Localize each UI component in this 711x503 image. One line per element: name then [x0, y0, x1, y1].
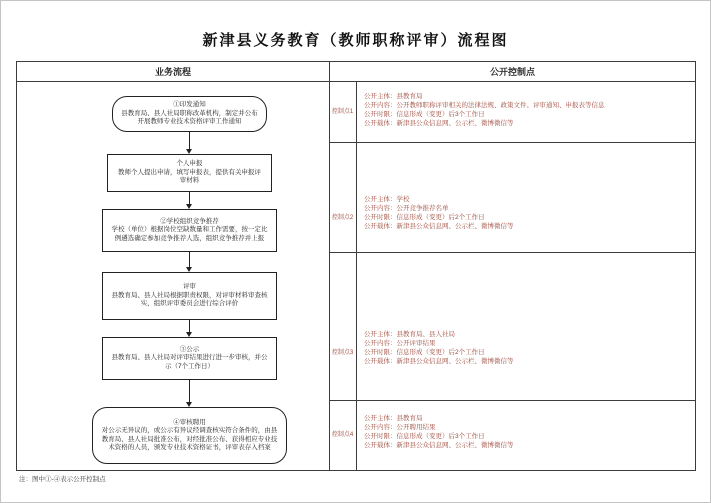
cp3-carrier: 公开载体：新津县公众信息网、公示栏、微博微信等	[364, 358, 514, 365]
cp1-time-limit: 公开时限：信息形成（变更）后3个工作日	[364, 111, 485, 118]
cp4-time-limit: 公开时限：信息形成（变更）后3个工作日	[364, 433, 485, 440]
flow-connector-line	[189, 192, 190, 204]
control-point-content-4	[364, 414, 696, 450]
flow-step-body: 县教育局、县人社局职称改革机构，制定并公布开展教师专业技术资格评审工作通知	[121, 109, 258, 126]
control-point-label-3: 控制点3	[331, 350, 354, 356]
cp2-carrier: 公开载体：新津县公众信息网、公示栏、微博微信等	[364, 223, 514, 230]
flowchart-table	[16, 61, 696, 471]
flow-step-body: 教师个人提出申请，填写申报表，提供有关申报评审材料	[118, 168, 261, 185]
column-divider	[329, 62, 330, 470]
cp3-subject: 公开主体：县教育局、县人社局	[364, 331, 455, 338]
label-column-divider	[356, 82, 357, 470]
flow-step-public-notice	[102, 337, 277, 380]
cp2-time-limit: 公开时限：信息形成（变更）后2个工作日	[364, 214, 485, 221]
flow-step-school-competitive-recommendation	[102, 209, 277, 252]
cp2-content: 公开内容：公开竞争推荐名单	[364, 205, 449, 212]
control-point-content-2	[364, 195, 696, 231]
flow-connector-line	[189, 132, 190, 149]
page-title: 新津县义务教育（教师职称评审）流程图	[202, 32, 509, 49]
flow-step-title: ①印发通知	[173, 101, 206, 109]
flow-connector-line	[189, 320, 190, 332]
flow-step-title: ②学校组织竞争推荐	[160, 217, 219, 225]
cp4-content: 公开内容：公开聘用结果	[364, 424, 436, 431]
flow-step-title: ④审核聘用	[173, 418, 206, 426]
row-divider-2	[329, 252, 696, 253]
flow-step-individual-application	[107, 154, 272, 192]
cp3-content: 公开内容：公开评审结果	[364, 340, 436, 347]
control-point-label-4: 控制点4	[331, 432, 354, 438]
flow-step-approval-and-employment	[92, 407, 287, 464]
flow-step-title: ③公示	[179, 345, 200, 353]
cp4-subject: 公开主体：县教育局	[364, 415, 423, 422]
cp1-carrier: 公开载体：新津县公众信息网、公示栏、微博微信等	[364, 120, 514, 127]
cp3-time-limit: 公开时限：信息形成（变更）后2个工作日	[364, 349, 485, 356]
control-point-content-3	[364, 330, 696, 366]
flow-step-body: 学校（单位）根据岗位空缺数量和工作需要，按一定比例遴选确定参加竞争推荐人选，组织竞争推荐并上报	[111, 226, 268, 242]
flow-step-review	[102, 272, 277, 320]
control-point-label-1: 控制点1	[331, 109, 354, 115]
row-divider-1	[329, 142, 696, 143]
flow-step-title: 个人申报	[176, 160, 203, 168]
flow-step-title: 评审	[183, 283, 196, 291]
footnote: 注：图中①-④表示公开控制点	[19, 476, 106, 483]
cp2-subject: 公开主体：学校	[364, 196, 410, 203]
control-point-content-1	[364, 92, 696, 128]
cp4-carrier: 公开载体：新津县公众信息网、公示栏、微博微信等	[364, 442, 514, 449]
cp1-subject: 公开主体：县教育局	[364, 93, 423, 100]
flow-connector-line	[189, 380, 190, 402]
flow-step-body: 县教育局、县人社局根据职责权限，对评审材料审查核实，组织评审委员会进行综合评价	[111, 291, 268, 308]
flow-step-body: 县教育局、县人社局对评审结果进行进一步审核，并公示（7个工作日）	[111, 354, 268, 370]
control-point-label-2: 控制点2	[331, 215, 354, 221]
cp1-content: 公开内容：公开教师职称评审相关的法律法规、政策文件、评审通知、申报表等信息	[364, 102, 605, 109]
column-header-public-control-points: 公开控制点	[329, 62, 696, 82]
column-header-business-process: 业务流程	[17, 62, 329, 82]
row-divider-3	[329, 400, 696, 401]
flow-step-body: 对公示无异议的，或公示有异议经调查核实符合条件的，由县教育局、县人社局批准公布，对经批准公布、获得相应专业技术资格的人员，颁发专业技术资格证书，评审表存入档案	[101, 427, 278, 451]
flow-connector-line	[189, 252, 190, 267]
flow-step-issue-notice	[112, 96, 267, 132]
